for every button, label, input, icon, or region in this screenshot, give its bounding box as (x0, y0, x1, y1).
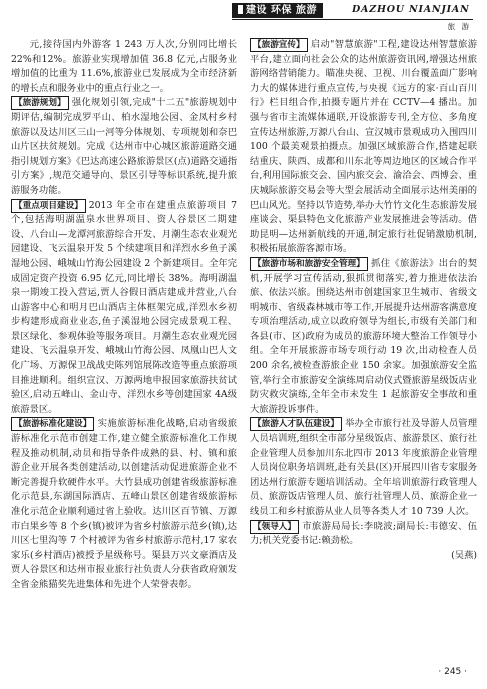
section-body: 启动"智慧旅游"工程,建设达州智慧旅游平台,建立面向社会公众的达州旅游资讯网,增强达州旅游网络营销能力。瞄准央视、卫视、川台覆盖面广影响力大的媒体进行重点宣传,与央视《远方的家·百山百川行》栏目组合作,拍摄专题片并在 CCTV—4 播出。加强与省市主流媒体通联,开设旅游专刊,全方位、多角度宣传达州旅游,万源八台山、宣汉城市景观成功入围四川 100 个最美观景拍摄点。加强区域旅游合作,搭建起联结重庆、陕西、成都和川东北等周边地区的区域合作平台,利用国际旅交会、国内旅交会、渝洽会、西博会、重庆城际旅游交易会等大型会展活动全面展示达州美丽的巴山风光。坚持以节造势,举办大竹竹文化生态旅游发展座谈会、渠县特色文化旅游产业发展推进会等活动。借助昆明—达州新航线的开通,制定旅行社促销激励机制,积极拓展旅游客源市场。 (250, 39, 477, 255)
section-heading: 【重点项目建设】 (11, 199, 86, 213)
section-body: 2013 年全市在建重点旅游项目 7 个,包括海明湖温泉水世界项目、资人谷景区二期建设、八台山—龙潭河旅游综合开发、月潮生态农业观光园建设、飞云温泉开发 5 个续建项目和洋烈水乡鱼子溪湿地公园、峨城山竹海公园建设 2 个新建项目。全年完成固定资产投资 6.95 亿元,同比增长 38%。海明湖温泉一期竣工投入营运,贾人谷假日酒店建成并营业,八台山游客中心和明月巴山酒店主体框架完成,洋烈水乡初步构建形成商业业态,鱼子溪湿地公园完成景观工程、景区绿化、参观体验等服务项目。月潮生态农业观光园建设、飞云温泉开发、峨城山竹海公园、凤凰山巴人文化广场、万源保卫战战史陈列馆展陈改造等重点旅游项目推进顺利。组织宣汉、万源两地申报国家旅游扶贫试验区,启动五峰山、金山寺、洋烈水乡等创建国家 4A级旅游景区。 (11, 199, 237, 415)
section-body: 市旅游局局长:李晓波;副局长:韦德安、伍力;机关党委书记:赖劲松。 (250, 520, 477, 547)
section-body: 实施旅游标准化战略,启动省级旅游标准化示范市创建工作,建立健全旅游标准化工作规程及推动机制,动员和指导条件成熟的县、村、镇和旅游企业开展各类创建活动,以创建活动促进旅游企业不断完善提升软硬件水平。大竹县成功创建省级旅游标准化示范县,东湖国际酒店、五峰山景区创建省级旅游标准化示范企业顺利通过省上验收。达川区百节镇、万源市白果乡等 8 个乡(镇)被评为省乡村旅游示范乡(镇),达川区七里沟等 7 个村被评为省乡村旅游示范村,17 家农家乐(乡村酒店)被授予星级称号。渠县万兴文豪酒店及贾人谷景区和达州市报业旅行社负责人分获省政府颁发全省金熊猫奖先进集体和先进个人荣誉表彰。 (11, 418, 237, 590)
section-heading: 【旅游宣传】 (250, 38, 308, 52)
page-header (0, 0, 487, 30)
section-heading: 【旅游人才队伍建设】 (250, 417, 342, 431)
section-heading: 【旅游规划】 (11, 96, 69, 110)
section-paragraph (11, 96, 237, 198)
right-column (250, 38, 477, 563)
section-paragraph (250, 520, 477, 549)
section-tab-label: 建设 环保 旅游 (246, 5, 317, 16)
section-paragraph (250, 417, 477, 519)
section-sub-label: 旅 游 (447, 22, 471, 31)
section-body: 抓住《旅游法》出台的契机,开展学习宣传活动,狠抓贯彻落实,着力推进依法治旅、依法兴旅。围绕达州市创建国家卫生城市、省级文明城市、省级森林城市等工作,开展提升达州游客满意度专项治理活动,成立以政府领导为组长,市级有关部门和各县(市、区)政府为成员的旅游环境大整治工作领导小组。全年开展旅游市场专项行动 19 次,出动检查人员 200 余名,被检查游旅企业 150 余家。加强旅游安全监管,举行全市旅游安全演练周启动仪式暨旅游星级饭店业防灾救灾演练,全年全市未发生 1 起旅游安全事故和重大旅游投诉事件。 (250, 257, 477, 415)
section-heading: 【旅游市场和旅游安全管理】 (250, 257, 368, 271)
section-tab (232, 3, 323, 18)
section-heading: 【领导人】 (250, 520, 299, 534)
section-body: 举办全市旅行社及导游人员管理人员培训班,组织全市部分星级饭店、旅游景区、旅行社企业管理人员参加川东北四市 2013 年度旅游企业管理人员岗位职务培训班,赴有关县(区)开展四川省专家服务团达州行旅游专题培训活动。全年培训旅游行政管理人员、旅游饭店管理人员、旅行社管理人员、旅游企业一线员工和乡村旅游从业人员等各类人才 10 739 人次。 (250, 418, 477, 517)
header-rule (232, 19, 473, 20)
tab-marker-icon (238, 5, 243, 14)
section-paragraph (11, 199, 237, 418)
author-credit: (吴燕) (451, 549, 477, 561)
section-paragraph (250, 38, 477, 257)
section-heading: 【旅游标准化建设】 (11, 417, 94, 431)
section-body: 强化规划引领,完成"十二五"旅游规划中期评估,编制完成罗平山、柏水湿地公园、金凤村乡村旅游以及达川区三山一河等分体规划、专项规划和奈巴山片区扶贫规划。完成《达州市中心城区旅游道路交通指引规划方案》《巴达高速公路旅游景区(点)道路交通指引方案》,规范交通导向、景区引导等标识系统,提升旅游服务功能。 (11, 97, 237, 196)
section-paragraph (11, 417, 237, 592)
left-column (11, 38, 237, 593)
body-paragraph: 元,接待国内外游客 1 243 万人次,分别同比增长22%和12%。旅游业实现增加值 36.8 亿元,占服务业增加值的比重为 11.6%,旅游业已发展成为全市经济新的增长点和服务业中的重点行业之一。 (11, 39, 237, 94)
journal-title: DAZHOU NIANJIAN (352, 4, 470, 15)
page-number: · 245 · (438, 667, 467, 677)
section-paragraph (250, 257, 477, 418)
